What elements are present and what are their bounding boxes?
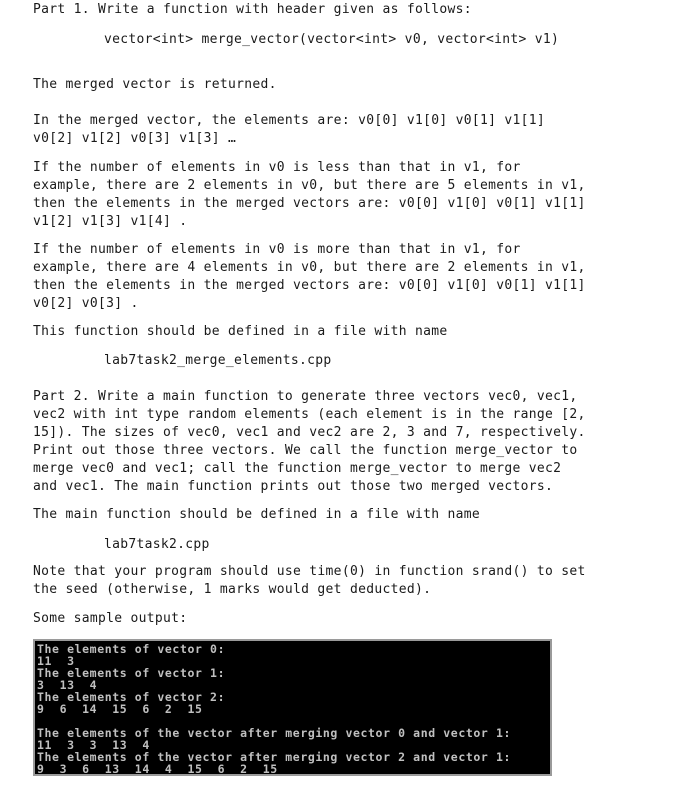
- console-line: 9 6 14 15 6 2 15: [37, 702, 203, 716]
- console-line: 11 3 3 13 4: [37, 738, 150, 752]
- paragraph-line: merge vec0 and vec1; call the function merge_vector to merge vec2: [33, 461, 562, 476]
- console-line: The elements of vector 1:: [37, 666, 226, 680]
- console-line: 11 3: [37, 654, 75, 668]
- paragraph-line: vec2 with int type random elements (each element is in the range [2,: [33, 407, 586, 422]
- paragraph-line: example, there are 4 elements in v0, but there are 2 elements in v1,: [33, 260, 586, 275]
- console-line: The elements of vector 2:: [37, 690, 226, 704]
- console-line: 9 3 6 13 14 4 15 6 2 15: [37, 762, 278, 776]
- paragraph-line: Note that your program should use time(0) in function srand() to set: [33, 564, 586, 579]
- console-line: The elements of the vector after merging vector 0 and vector 1:: [37, 726, 511, 740]
- filename-part1: lab7task2_merge_elements.cpp: [104, 353, 332, 368]
- paragraph-line: then the elements in the merged vectors are: v0[0] v1[0] v0[1] v1[1]: [33, 196, 586, 211]
- paragraph-line: If the number of elements in v0 is less than that in v1, for: [33, 160, 521, 175]
- console-line: The elements of vector 0:: [37, 642, 226, 656]
- paragraph-line: and vec1. The main function prints out those two merged vectors.: [33, 479, 554, 494]
- paragraph-line: example, there are 2 elements in v0, but there are 5 elements in v1,: [33, 178, 586, 193]
- paragraph-line: v0[2] v0[3] .: [33, 296, 139, 311]
- paragraph-line: v0[2] v1[2] v0[3] v1[3] …: [33, 131, 237, 146]
- paragraph-line: If the number of elements in v0 is more than that in v1, for: [33, 242, 521, 257]
- filename-part2: lab7task2.cpp: [104, 537, 210, 552]
- console-line: 3 13 4: [37, 678, 98, 692]
- return-statement: The merged vector is returned.: [33, 77, 277, 92]
- paragraph-line: then the elements in the merged vectors are: v0[0] v1[0] v0[1] v1[1]: [33, 278, 586, 293]
- part1-heading: Part 1. Write a function with header given as follows:: [33, 2, 472, 17]
- console-output-window: [33, 639, 552, 776]
- part2-heading: Part 2. Write a main function to generate three vectors vec0, vec1,: [33, 389, 578, 404]
- sample-output-label: Some sample output:: [33, 611, 188, 626]
- paragraph-line: v1[2] v1[3] v1[4] .: [33, 214, 188, 229]
- console-line: The elements of the vector after merging vector 2 and vector 1:: [37, 750, 511, 764]
- paragraph-line: This function should be defined in a file with name: [33, 324, 448, 339]
- function-header-code: vector<int> merge_vector(vector<int> v0, vector<int> v1): [104, 32, 560, 47]
- paragraph-line: the seed (otherwise, 1 marks would get deducted).: [33, 582, 432, 597]
- paragraph-line: The main function should be defined in a file with name: [33, 507, 480, 522]
- paragraph-line: In the merged vector, the elements are: v0[0] v1[0] v0[1] v1[1]: [33, 113, 545, 128]
- paragraph-line: Print out those three vectors. We call the function merge_vector to: [33, 443, 578, 458]
- paragraph-line: 15]). The sizes of vec0, vec1 and vec2 are 2, 3 and 7, respectively.: [33, 425, 586, 440]
